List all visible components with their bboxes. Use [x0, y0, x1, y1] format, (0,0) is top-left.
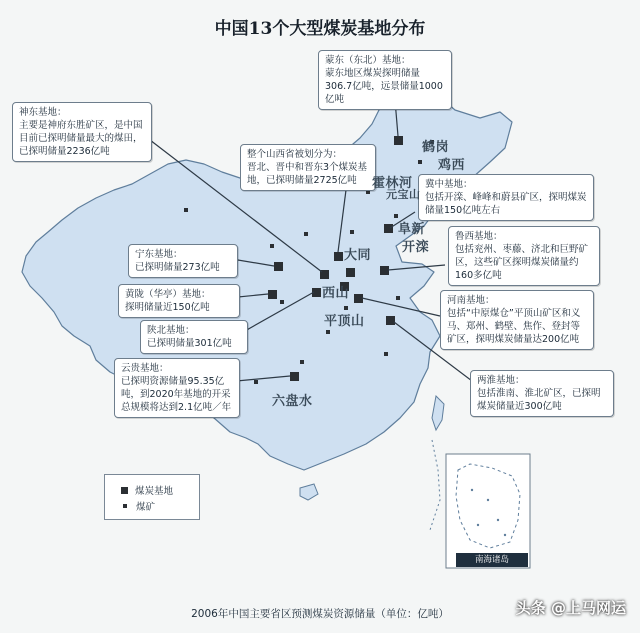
legend-row-base — [121, 483, 173, 497]
callout-henan-name: 河南基地： — [447, 295, 495, 306]
callout-ningdong-desc: 已探明储量273亿吨 — [135, 262, 220, 273]
callout-henan — [440, 290, 594, 350]
callout-huanglong-name: 黄陇（华亭）基地： — [125, 289, 211, 300]
callout-huanglong — [118, 284, 240, 318]
legend-row-mine — [121, 499, 155, 513]
map-footer: 2006年中国主要省区预测煤炭资源储量（单位：亿吨） — [191, 608, 449, 620]
callout-shaanbei-desc: 已探明储量301亿吨 — [147, 338, 232, 349]
coast-dashes — [430, 440, 440, 530]
callout-huanglong-desc: 探明储量近150亿吨 — [125, 302, 210, 313]
callout-mengdong-name: 蒙东（东北）基地： — [325, 55, 411, 66]
callout-shendong-desc: 主要是神府东胜矿区，是中国目前已探明储量最大的煤田，已探明储量2236亿吨 — [19, 120, 143, 157]
base-marker-ningdong — [274, 262, 283, 271]
city-label-kailuan: 开滦 — [402, 240, 430, 255]
hainan-outline — [300, 484, 318, 500]
callout-shanxi-name: 整个山西省被划分为： — [247, 149, 343, 160]
legend-mine-label: 煤矿 — [136, 502, 156, 513]
callout-yungui-desc: 已探明资源储量95.35亿吨，到2020年基地的开采总规模将达到2.1亿吨／年 — [121, 376, 232, 413]
south-china-sea-inset — [446, 454, 530, 568]
callout-shaanbei-name: 陕北基地： — [147, 325, 195, 336]
callout-lianghuai — [470, 370, 614, 417]
callout-luxi-name: 鲁西基地： — [455, 231, 503, 242]
callout-mengdong — [318, 50, 452, 110]
callout-shendong — [12, 102, 152, 162]
city-label-datong: 大同 — [344, 248, 372, 263]
city-label-pingdingshan: 平顶山 — [324, 314, 365, 329]
watermark: 头条 @上马网运 — [515, 599, 626, 617]
city-label-yuanbaoshan: 元宝山 — [386, 188, 421, 201]
base-marker-datong — [346, 268, 355, 277]
callout-ningdong — [128, 244, 238, 278]
base-marker-shanxi — [334, 252, 343, 261]
callout-lianghuai-desc: 包括淮南、淮北矿区，已探明煤炭储量近300亿吨 — [477, 388, 601, 412]
callout-ningdong-name: 宁东基地： — [135, 249, 183, 260]
base-marker-mengdong — [394, 136, 403, 145]
taiwan-outline — [432, 396, 444, 430]
callout-luxi-desc: 包括兖州、枣藤、济北和巨野矿区，这些矿区探明煤炭储量约160多亿吨 — [455, 244, 589, 281]
city-label-hegang: 鹤岗 — [422, 140, 450, 155]
base-marker-luxi — [380, 266, 389, 275]
inset-label: 南海诸岛 — [456, 553, 528, 567]
callout-shanxi — [240, 144, 376, 191]
city-label-fuxin: 阜新 — [398, 222, 426, 237]
callout-jizhong-name: 冀中基地： — [425, 179, 473, 190]
callout-jizhong-desc: 包括开滦、峰峰和蔚县矿区，探明煤炭储量150亿吨左右 — [425, 192, 587, 216]
callout-yungui-name: 云贵基地： — [121, 363, 169, 374]
base-marker-jizhong — [384, 224, 393, 233]
city-label-xishan: 西山 — [322, 286, 350, 301]
callout-luxi — [448, 226, 600, 286]
callout-lianghuai-name: 两淮基地： — [477, 375, 525, 386]
base-marker-lianghuai — [386, 316, 395, 325]
callout-yungui — [114, 358, 240, 418]
city-label-jixi: 鸡西 — [438, 158, 466, 173]
map-title: 中国13个大型煤炭基地分布 — [214, 19, 426, 39]
base-marker-huanglong — [268, 290, 277, 299]
coal-mine-symbol — [123, 504, 127, 508]
callout-henan-desc: 包括“中原煤仓”平顶山矿区和义马、郑州、鹤壁、焦作、登封等矿区，探明煤炭储量达200亿吨 — [447, 308, 581, 345]
callout-jizhong — [418, 174, 594, 221]
base-marker-yungui — [290, 372, 299, 381]
callout-shanxi-desc: 晋北、晋中和晋东3个煤炭基地，已探明储量2725亿吨 — [247, 162, 368, 186]
coal-base-symbol — [121, 487, 128, 494]
callout-mengdong-desc: 蒙东地区煤炭探明储量306.7亿吨，远景储量1000亿吨 — [325, 68, 443, 105]
base-marker-henan — [354, 294, 363, 303]
callout-shaanbei — [140, 320, 248, 354]
city-label-huolinhe: 霍林河 — [372, 176, 413, 191]
callout-shendong-name: 神东基地： — [19, 107, 67, 118]
legend-base-label: 煤炭基地 — [135, 486, 174, 497]
city-label-liupanshui: 六盘水 — [272, 394, 313, 409]
map-legend — [104, 474, 200, 520]
